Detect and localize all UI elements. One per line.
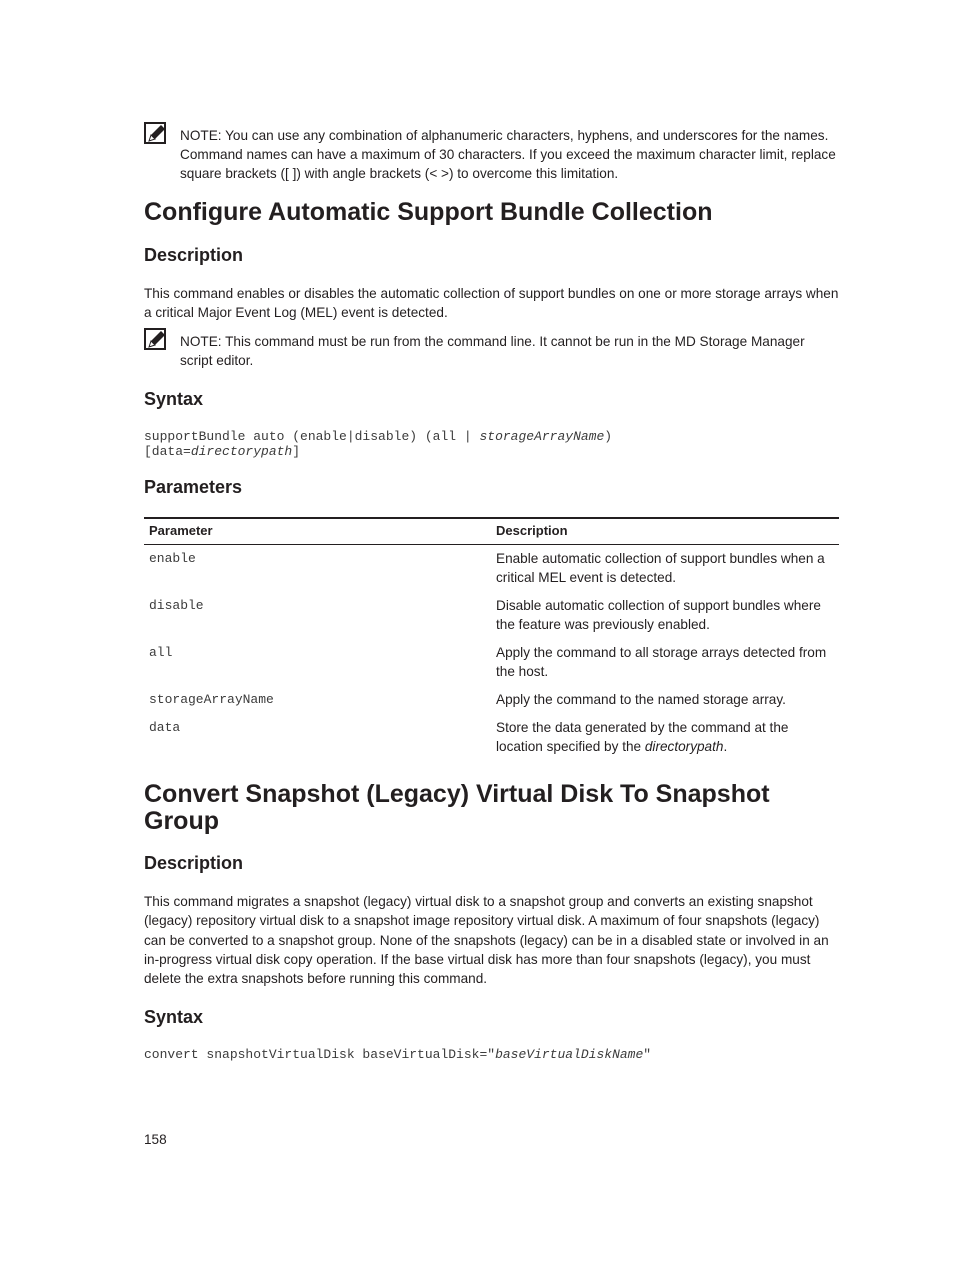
page-number: 158 xyxy=(144,1132,167,1147)
code-text: ) xyxy=(604,429,613,444)
code-text: supportBundle auto (enable|disable) (all | xyxy=(144,429,480,444)
note-text xyxy=(180,126,840,183)
param-description: Disable automatic collection of support bundles where the feature was previously enabled. xyxy=(496,598,821,632)
note-label: NOTE: xyxy=(180,128,222,143)
code-variable: storageArrayName xyxy=(479,429,605,444)
table-header-parameter: Parameter xyxy=(144,518,491,545)
code-text: " xyxy=(643,1047,652,1062)
param-name: enable xyxy=(149,551,196,566)
table-row xyxy=(144,545,839,593)
syntax-code-block xyxy=(144,1047,840,1062)
code-variable: baseVirtualDiskName xyxy=(495,1047,644,1062)
syntax-heading: Syntax xyxy=(144,389,204,409)
syntax-code-block xyxy=(144,429,840,459)
section-title: Configure Automatic Support Bundle Collection xyxy=(144,198,713,226)
note-box xyxy=(144,332,840,370)
param-description xyxy=(491,714,839,761)
param-name: all xyxy=(149,645,173,660)
code-variable: directorypath xyxy=(190,444,293,459)
description-heading: Description xyxy=(144,853,244,873)
code-text: [data= xyxy=(144,444,191,459)
desc-text: . xyxy=(723,739,728,754)
note-body: You can use any combination of alphanumeric characters, hyphens, and underscores for the names. Command names can have a maximum of 30 characters. If you exceed the maximum character limit, replace square brackets ([ ]) with angle brackets (< >) to overcome this limitation. xyxy=(180,128,836,181)
table-header-row xyxy=(144,518,839,545)
description-heading: Description xyxy=(144,245,244,265)
param-description: Apply the command to the named storage array. xyxy=(496,692,786,707)
table-header-description: Description xyxy=(491,518,839,545)
code-text: ] xyxy=(292,444,301,459)
note-label: NOTE: xyxy=(180,334,222,349)
description-text: This command enables or disables the automatic collection of support bundles on one or more storage arrays when a critical Major Event Log (MEL) event is detected. xyxy=(144,286,839,321)
param-description: Enable automatic collection of support bundles when a critical MEL event is detected. xyxy=(496,551,825,585)
note-text xyxy=(180,332,840,370)
code-text: convert snapshotVirtualDisk baseVirtualDisk=" xyxy=(144,1047,496,1062)
table-row xyxy=(144,592,839,639)
desc-variable: directorypath xyxy=(644,739,724,754)
syntax-heading: Syntax xyxy=(144,1007,204,1027)
table-row xyxy=(144,639,839,686)
param-description: Apply the command to all storage arrays detected from the host. xyxy=(496,645,827,679)
desc-text: Store the data generated by the command at the location specified by the xyxy=(496,720,789,754)
param-name: storageArrayName xyxy=(149,692,274,707)
table-row xyxy=(144,686,839,714)
note-body: This command must be run from the command line. It cannot be run in the MD Storage Manager script editor. xyxy=(180,334,805,368)
param-name: data xyxy=(149,720,181,735)
table-row xyxy=(144,714,839,761)
note-box xyxy=(144,126,840,183)
note-pencil-icon xyxy=(144,328,168,352)
parameters-heading: Parameters xyxy=(144,477,243,497)
parameters-table xyxy=(144,517,839,761)
note-pencil-icon xyxy=(144,122,168,146)
param-name: disable xyxy=(149,598,204,613)
description-text: This command migrates a snapshot (legacy) virtual disk to a snapshot group and converts an existing snapshot (legacy) repository virtual disk to a snapshot image repository virtual disk. A maximum of four snapshots (legacy) can be converted to a snapshot group. None of the snapshots (legacy) can be in a disabled state or involved in an in-progress virtual disk copy operation. If the base virtual disk has more than four snapshots (legacy), you must delete the extra snapshots before running this command. xyxy=(144,894,829,987)
section-title: Convert Snapshot (Legacy) Virtual Disk To Snapshot Group xyxy=(144,780,770,835)
